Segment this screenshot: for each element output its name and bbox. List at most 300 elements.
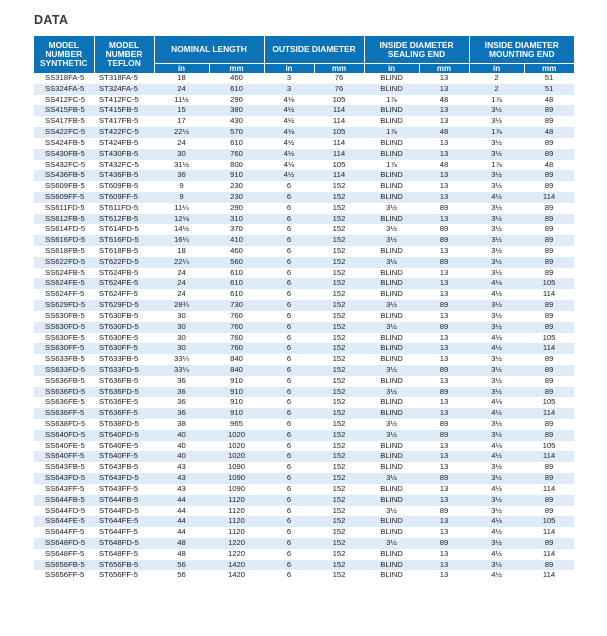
mounting-in-cell: 2 xyxy=(469,73,524,84)
od-mm-cell: 152 xyxy=(314,268,364,279)
od-mm-cell: 152 xyxy=(314,451,364,462)
length-mm-cell: 290 xyxy=(209,203,264,214)
table-row xyxy=(34,484,574,495)
mounting-mm-cell: 105 xyxy=(524,278,574,289)
model-teflon-cell: ST415FB-5 xyxy=(94,105,154,116)
od-mm-cell: 152 xyxy=(314,300,364,311)
model-teflon-cell: ST633FB-5 xyxy=(94,354,154,365)
mounting-mm-cell: 114 xyxy=(524,549,574,560)
od-mm-cell: 152 xyxy=(314,538,364,549)
od-in-cell: 6 xyxy=(264,311,314,322)
sealing-mm-cell: 89 xyxy=(419,538,469,549)
od-mm-cell: 152 xyxy=(314,246,364,257)
sealing-mm-cell: 13 xyxy=(419,560,469,571)
model-teflon-cell: ST611FD-5 xyxy=(94,203,154,214)
od-in-cell: 4⅛ xyxy=(264,95,314,106)
length-in-cell: 33¼ xyxy=(154,365,209,376)
model-teflon-cell: ST640FF-5 xyxy=(94,451,154,462)
length-in-cell: 36 xyxy=(154,387,209,398)
header-inside-sealing: INSIDE DIAMETER SEALING END xyxy=(364,36,469,64)
od-in-cell: 6 xyxy=(264,278,314,289)
model-synthetic-cell: SS636FF-5 xyxy=(34,408,94,419)
od-mm-cell: 152 xyxy=(314,354,364,365)
model-synthetic-cell: SS638FD-5 xyxy=(34,419,94,430)
table-row xyxy=(34,278,574,289)
length-mm-cell: 1420 xyxy=(209,570,264,581)
sealing-in-cell: 3½ xyxy=(364,203,419,214)
mounting-mm-cell: 105 xyxy=(524,397,574,408)
table-row xyxy=(34,473,574,484)
length-in-cell: 40 xyxy=(154,441,209,452)
mounting-mm-cell: 105 xyxy=(524,441,574,452)
sealing-in-cell: BLIND xyxy=(364,138,419,149)
table-row xyxy=(34,192,574,203)
od-in-cell: 6 xyxy=(264,462,314,473)
table-row xyxy=(34,311,574,322)
sealing-mm-cell: 13 xyxy=(419,278,469,289)
table-row xyxy=(34,343,574,354)
sealing-in-cell: BLIND xyxy=(364,278,419,289)
table-row xyxy=(34,451,574,462)
model-synthetic-cell: SS609FB-5 xyxy=(34,181,94,192)
od-in-cell: 6 xyxy=(264,408,314,419)
model-synthetic-cell: SS422FC-5 xyxy=(34,127,94,138)
od-in-cell: 6 xyxy=(264,570,314,581)
sealing-in-cell: 3½ xyxy=(364,419,419,430)
od-mm-cell: 152 xyxy=(314,192,364,203)
mounting-in-cell: 4⅛ xyxy=(469,397,524,408)
table-row xyxy=(34,419,574,430)
length-mm-cell: 910 xyxy=(209,408,264,419)
header-nominal-length: NOMINAL LENGTH xyxy=(154,36,264,64)
mounting-in-cell: 4⅛ xyxy=(469,333,524,344)
mounting-in-cell: 3½ xyxy=(469,506,524,517)
mounting-mm-cell: 89 xyxy=(524,149,574,160)
mounting-in-cell: 4½ xyxy=(469,484,524,495)
od-in-cell: 6 xyxy=(264,300,314,311)
sealing-mm-cell: 13 xyxy=(419,484,469,495)
sealing-in-cell: BLIND xyxy=(364,105,419,116)
sealing-in-cell: BLIND xyxy=(364,343,419,354)
sealing-mm-cell: 13 xyxy=(419,462,469,473)
mounting-mm-cell: 114 xyxy=(524,192,574,203)
sealing-mm-cell: 89 xyxy=(419,506,469,517)
length-in-cell: 36 xyxy=(154,408,209,419)
sealing-mm-cell: 13 xyxy=(419,516,469,527)
model-teflon-cell: ST324FA-5 xyxy=(94,84,154,95)
mounting-in-cell: 4½ xyxy=(469,289,524,300)
length-in-cell: 56 xyxy=(154,570,209,581)
od-in-cell: 3 xyxy=(264,73,314,84)
unit-in: in xyxy=(364,64,419,74)
model-synthetic-cell: SS640FF-5 xyxy=(34,451,94,462)
mounting-mm-cell: 89 xyxy=(524,419,574,430)
length-mm-cell: 910 xyxy=(209,387,264,398)
mounting-in-cell: 3½ xyxy=(469,495,524,506)
model-teflon-cell: ST432FC-5 xyxy=(94,160,154,171)
model-teflon-cell: ST636FE-5 xyxy=(94,397,154,408)
mounting-mm-cell: 89 xyxy=(524,181,574,192)
mounting-in-cell: 4½ xyxy=(469,343,524,354)
section-title: DATA xyxy=(34,13,69,27)
model-synthetic-cell: SS640FE-5 xyxy=(34,441,94,452)
sealing-mm-cell: 13 xyxy=(419,311,469,322)
table-row xyxy=(34,354,574,365)
sealing-in-cell: BLIND xyxy=(364,181,419,192)
table-row xyxy=(34,570,574,581)
mounting-mm-cell: 114 xyxy=(524,527,574,538)
sealing-mm-cell: 13 xyxy=(419,214,469,225)
model-synthetic-cell: SS622FD-5 xyxy=(34,257,94,268)
model-synthetic-cell: SS616FD-5 xyxy=(34,235,94,246)
length-mm-cell: 1420 xyxy=(209,560,264,571)
mounting-in-cell: 3½ xyxy=(469,560,524,571)
od-mm-cell: 152 xyxy=(314,376,364,387)
od-in-cell: 6 xyxy=(264,397,314,408)
model-synthetic-cell: SS644FB-5 xyxy=(34,495,94,506)
model-synthetic-cell: SS633FB-5 xyxy=(34,354,94,365)
length-in-cell: 44 xyxy=(154,506,209,517)
table-row xyxy=(34,235,574,246)
length-mm-cell: 760 xyxy=(209,322,264,333)
model-synthetic-cell: SS643FB-5 xyxy=(34,462,94,473)
model-teflon-cell: ST609FB-5 xyxy=(94,181,154,192)
od-mm-cell: 152 xyxy=(314,289,364,300)
length-mm-cell: 410 xyxy=(209,235,264,246)
length-mm-cell: 965 xyxy=(209,419,264,430)
length-mm-cell: 1020 xyxy=(209,451,264,462)
length-in-cell: 31½ xyxy=(154,160,209,171)
od-in-cell: 6 xyxy=(264,473,314,484)
mounting-in-cell: 3½ xyxy=(469,311,524,322)
length-in-cell: 9 xyxy=(154,192,209,203)
mounting-mm-cell: 89 xyxy=(524,170,574,181)
sealing-in-cell: BLIND xyxy=(364,354,419,365)
sealing-mm-cell: 13 xyxy=(419,268,469,279)
od-mm-cell: 152 xyxy=(314,387,364,398)
table-row xyxy=(34,289,574,300)
length-in-cell: 36 xyxy=(154,170,209,181)
sealing-mm-cell: 89 xyxy=(419,365,469,376)
od-in-cell: 6 xyxy=(264,484,314,495)
unit-mm: mm xyxy=(314,64,364,74)
sealing-in-cell: 3½ xyxy=(364,235,419,246)
model-teflon-cell: ST648FF-5 xyxy=(94,549,154,560)
sealing-in-cell: 3½ xyxy=(364,300,419,311)
length-mm-cell: 610 xyxy=(209,84,264,95)
od-in-cell: 4½ xyxy=(264,116,314,127)
mounting-mm-cell: 89 xyxy=(524,214,574,225)
mounting-in-cell: 3½ xyxy=(469,387,524,398)
od-mm-cell: 152 xyxy=(314,527,364,538)
model-synthetic-cell: SS436FB-5 xyxy=(34,170,94,181)
mounting-in-cell: 3½ xyxy=(469,138,524,149)
sealing-in-cell: 3½ xyxy=(364,538,419,549)
sealing-in-cell: BLIND xyxy=(364,451,419,462)
model-teflon-cell: ST636FF-5 xyxy=(94,408,154,419)
od-mm-cell: 152 xyxy=(314,203,364,214)
model-teflon-cell: ST630FE-5 xyxy=(94,333,154,344)
model-teflon-cell: ST633FD-5 xyxy=(94,365,154,376)
sealing-in-cell: BLIND xyxy=(364,73,419,84)
model-teflon-cell: ST656FF-5 xyxy=(94,570,154,581)
od-mm-cell: 152 xyxy=(314,473,364,484)
table-row xyxy=(34,224,574,235)
mounting-in-cell: 3½ xyxy=(469,116,524,127)
length-mm-cell: 1220 xyxy=(209,549,264,560)
mounting-in-cell: 2 xyxy=(469,84,524,95)
sealing-mm-cell: 89 xyxy=(419,224,469,235)
od-mm-cell: 152 xyxy=(314,484,364,495)
length-in-cell: 9 xyxy=(154,181,209,192)
sealing-in-cell: BLIND xyxy=(364,408,419,419)
length-in-cell: 33¼ xyxy=(154,354,209,365)
od-in-cell: 6 xyxy=(264,181,314,192)
model-synthetic-cell: SS624FB-5 xyxy=(34,268,94,279)
sealing-in-cell: BLIND xyxy=(364,397,419,408)
mounting-in-cell: 4⅛ xyxy=(469,516,524,527)
sealing-in-cell: 1⅞ xyxy=(364,160,419,171)
model-teflon-cell: ST614FD-5 xyxy=(94,224,154,235)
length-mm-cell: 460 xyxy=(209,73,264,84)
sealing-mm-cell: 13 xyxy=(419,343,469,354)
model-synthetic-cell: SS636FE-5 xyxy=(34,397,94,408)
length-mm-cell: 1090 xyxy=(209,473,264,484)
length-mm-cell: 760 xyxy=(209,311,264,322)
length-in-cell: 48 xyxy=(154,549,209,560)
model-synthetic-cell: SS644FF-5 xyxy=(34,527,94,538)
length-in-cell: 30 xyxy=(154,333,209,344)
mounting-mm-cell: 89 xyxy=(524,376,574,387)
sealing-mm-cell: 89 xyxy=(419,203,469,214)
model-teflon-cell: ST629FD-5 xyxy=(94,300,154,311)
model-synthetic-cell: SS636FB-5 xyxy=(34,376,94,387)
sealing-in-cell: BLIND xyxy=(364,441,419,452)
sealing-mm-cell: 89 xyxy=(419,322,469,333)
od-mm-cell: 152 xyxy=(314,560,364,571)
sealing-mm-cell: 48 xyxy=(419,160,469,171)
table-row xyxy=(34,333,574,344)
od-mm-cell: 152 xyxy=(314,462,364,473)
length-in-cell: 24 xyxy=(154,138,209,149)
sealing-mm-cell: 13 xyxy=(419,527,469,538)
model-synthetic-cell: SS324FA-5 xyxy=(34,84,94,95)
sealing-in-cell: 1⅞ xyxy=(364,127,419,138)
length-mm-cell: 760 xyxy=(209,333,264,344)
mounting-mm-cell: 89 xyxy=(524,105,574,116)
model-teflon-cell: ST422FC-5 xyxy=(94,127,154,138)
length-mm-cell: 570 xyxy=(209,127,264,138)
od-mm-cell: 152 xyxy=(314,549,364,560)
model-synthetic-cell: SS643FF-5 xyxy=(34,484,94,495)
mounting-mm-cell: 105 xyxy=(524,333,574,344)
header-model-synthetic: MODEL NUMBER SYNTHETIC xyxy=(34,36,94,73)
mounting-in-cell: 3½ xyxy=(469,376,524,387)
sealing-mm-cell: 89 xyxy=(419,387,469,398)
od-mm-cell: 152 xyxy=(314,235,364,246)
model-synthetic-cell: SS648FD-5 xyxy=(34,538,94,549)
mounting-in-cell: 3½ xyxy=(469,473,524,484)
length-in-cell: 12⅛ xyxy=(154,214,209,225)
length-in-cell: 30 xyxy=(154,149,209,160)
length-mm-cell: 1220 xyxy=(209,538,264,549)
od-in-cell: 6 xyxy=(264,441,314,452)
model-synthetic-cell: SS424FB-5 xyxy=(34,138,94,149)
mounting-mm-cell: 89 xyxy=(524,203,574,214)
mounting-in-cell: 4½ xyxy=(469,527,524,538)
sealing-in-cell: BLIND xyxy=(364,484,419,495)
length-mm-cell: 1120 xyxy=(209,495,264,506)
table-row xyxy=(34,538,574,549)
unit-mm: mm xyxy=(419,64,469,74)
model-synthetic-cell: SS614FD-5 xyxy=(34,224,94,235)
length-in-cell: 43 xyxy=(154,462,209,473)
mounting-mm-cell: 89 xyxy=(524,538,574,549)
mounting-mm-cell: 89 xyxy=(524,387,574,398)
length-mm-cell: 610 xyxy=(209,278,264,289)
od-in-cell: 6 xyxy=(264,516,314,527)
sealing-in-cell: 3½ xyxy=(364,387,419,398)
table-row xyxy=(34,268,574,279)
sealing-mm-cell: 13 xyxy=(419,333,469,344)
model-teflon-cell: ST624FB-5 xyxy=(94,268,154,279)
od-mm-cell: 105 xyxy=(314,160,364,171)
length-mm-cell: 1120 xyxy=(209,506,264,517)
table-row xyxy=(34,246,574,257)
mounting-in-cell: 3½ xyxy=(469,246,524,257)
model-synthetic-cell: SS636FD-5 xyxy=(34,387,94,398)
length-mm-cell: 610 xyxy=(209,289,264,300)
sealing-mm-cell: 13 xyxy=(419,105,469,116)
length-in-cell: 36 xyxy=(154,376,209,387)
model-teflon-cell: ST644FD-5 xyxy=(94,506,154,517)
length-mm-cell: 1020 xyxy=(209,441,264,452)
mounting-mm-cell: 89 xyxy=(524,473,574,484)
sealing-mm-cell: 89 xyxy=(419,473,469,484)
model-teflon-cell: ST644FB-5 xyxy=(94,495,154,506)
model-teflon-cell: ST638FD-5 xyxy=(94,419,154,430)
length-mm-cell: 800 xyxy=(209,160,264,171)
mounting-in-cell: 3½ xyxy=(469,419,524,430)
table-row xyxy=(34,397,574,408)
sealing-mm-cell: 13 xyxy=(419,451,469,462)
od-in-cell: 6 xyxy=(264,365,314,376)
sealing-in-cell: 3½ xyxy=(364,257,419,268)
model-synthetic-cell: SS630FE-5 xyxy=(34,333,94,344)
sealing-in-cell: BLIND xyxy=(364,495,419,506)
od-mm-cell: 114 xyxy=(314,149,364,160)
model-synthetic-cell: SS630FF-5 xyxy=(34,343,94,354)
table-row xyxy=(34,322,574,333)
sealing-mm-cell: 89 xyxy=(419,430,469,441)
unit-in: in xyxy=(469,64,524,74)
sealing-in-cell: BLIND xyxy=(364,289,419,300)
model-synthetic-cell: SS624FF-5 xyxy=(34,289,94,300)
sealing-mm-cell: 13 xyxy=(419,495,469,506)
model-synthetic-cell: SS656FB-5 xyxy=(34,560,94,571)
length-mm-cell: 840 xyxy=(209,365,264,376)
length-in-cell: 48 xyxy=(154,538,209,549)
sealing-in-cell: BLIND xyxy=(364,84,419,95)
sealing-mm-cell: 13 xyxy=(419,549,469,560)
model-teflon-cell: ST318FA-5 xyxy=(94,73,154,84)
header-outside-diameter: OUTSIDE DIAMETER xyxy=(264,36,364,64)
mounting-in-cell: 3½ xyxy=(469,430,524,441)
model-teflon-cell: ST644FF-5 xyxy=(94,527,154,538)
table-row xyxy=(34,138,574,149)
od-in-cell: 6 xyxy=(264,549,314,560)
model-teflon-cell: ST643FD-5 xyxy=(94,473,154,484)
length-in-cell: 18 xyxy=(154,73,209,84)
length-mm-cell: 230 xyxy=(209,192,264,203)
table-row xyxy=(34,495,574,506)
sealing-in-cell: 1⅞ xyxy=(364,95,419,106)
mounting-mm-cell: 105 xyxy=(524,516,574,527)
length-in-cell: 22¼ xyxy=(154,257,209,268)
mounting-in-cell: 3½ xyxy=(469,224,524,235)
od-in-cell: 6 xyxy=(264,387,314,398)
length-in-cell: 24 xyxy=(154,289,209,300)
model-synthetic-cell: SS629FD-5 xyxy=(34,300,94,311)
model-teflon-cell: ST624FF-5 xyxy=(94,289,154,300)
table-row xyxy=(34,365,574,376)
table-header xyxy=(34,36,574,73)
od-mm-cell: 152 xyxy=(314,397,364,408)
mounting-mm-cell: 89 xyxy=(524,246,574,257)
mounting-in-cell: 3½ xyxy=(469,257,524,268)
sealing-in-cell: 3½ xyxy=(364,473,419,484)
model-teflon-cell: ST643FF-5 xyxy=(94,484,154,495)
od-mm-cell: 152 xyxy=(314,365,364,376)
od-mm-cell: 152 xyxy=(314,441,364,452)
header-inside-mounting: INSIDE DIAMETER MOUNTING END xyxy=(469,36,574,64)
model-teflon-cell: ST640FE-5 xyxy=(94,441,154,452)
od-in-cell: 6 xyxy=(264,538,314,549)
sealing-in-cell: BLIND xyxy=(364,333,419,344)
sealing-mm-cell: 48 xyxy=(419,127,469,138)
mounting-in-cell: 3½ xyxy=(469,170,524,181)
model-teflon-cell: ST412FC-5 xyxy=(94,95,154,106)
od-mm-cell: 152 xyxy=(314,506,364,517)
length-in-cell: 18 xyxy=(154,246,209,257)
sealing-in-cell: BLIND xyxy=(364,549,419,560)
sealing-in-cell: BLIND xyxy=(364,311,419,322)
sealing-mm-cell: 13 xyxy=(419,354,469,365)
length-mm-cell: 1020 xyxy=(209,430,264,441)
mounting-mm-cell: 48 xyxy=(524,160,574,171)
sealing-in-cell: 3½ xyxy=(364,365,419,376)
od-in-cell: 4½ xyxy=(264,149,314,160)
length-mm-cell: 610 xyxy=(209,138,264,149)
sealing-in-cell: BLIND xyxy=(364,170,419,181)
sealing-in-cell: BLIND xyxy=(364,192,419,203)
model-teflon-cell: ST630FF-5 xyxy=(94,343,154,354)
length-in-cell: 11¼ xyxy=(154,203,209,214)
od-mm-cell: 152 xyxy=(314,311,364,322)
model-synthetic-cell: SS633FD-5 xyxy=(34,365,94,376)
table-row xyxy=(34,560,574,571)
od-in-cell: 6 xyxy=(264,214,314,225)
length-mm-cell: 730 xyxy=(209,300,264,311)
sealing-in-cell: BLIND xyxy=(364,560,419,571)
length-in-cell: 56 xyxy=(154,560,209,571)
length-mm-cell: 760 xyxy=(209,149,264,160)
model-teflon-cell: ST636FB-5 xyxy=(94,376,154,387)
model-synthetic-cell: SS640FD-5 xyxy=(34,430,94,441)
mounting-mm-cell: 51 xyxy=(524,73,574,84)
length-in-cell: 15 xyxy=(154,105,209,116)
od-in-cell: 6 xyxy=(264,430,314,441)
